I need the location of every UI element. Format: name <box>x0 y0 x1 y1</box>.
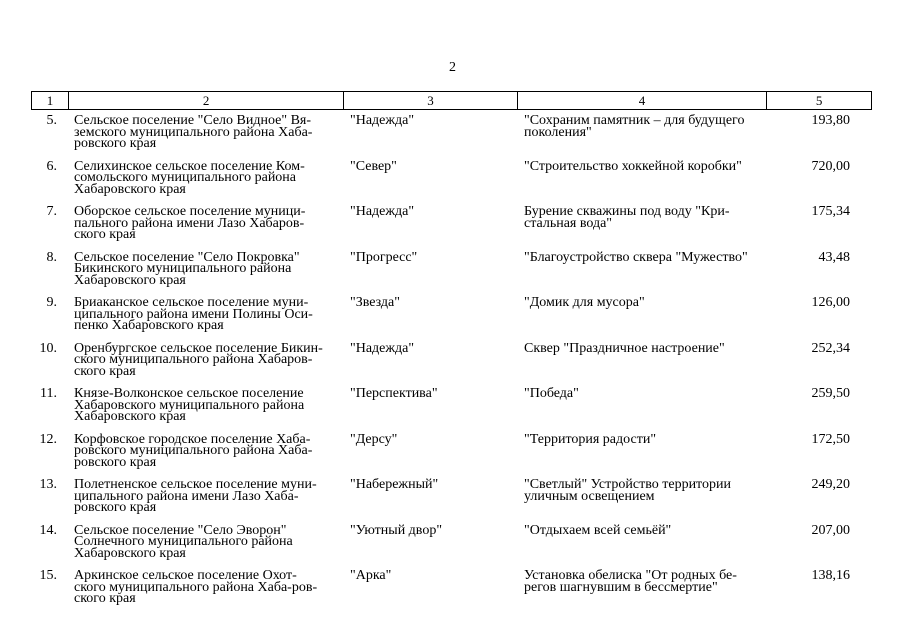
project-name <box>518 297 768 332</box>
project-line: "Строительство хоккейной коробки" <box>524 158 742 174</box>
settlement-name <box>68 158 344 197</box>
project-name <box>518 522 768 560</box>
header-col-5: 5 <box>815 93 823 108</box>
project-name <box>518 479 768 514</box>
project-line: стальная вода" <box>524 215 613 231</box>
settlement-line: Сельское поселение "Село Покровка" <box>74 249 300 265</box>
settlement-line: пенко Хабаровского края <box>74 318 224 333</box>
page-number: 2 <box>449 60 456 75</box>
team-name: "Прогресс" <box>350 249 418 265</box>
project-name <box>518 431 768 469</box>
settlement-line: ского муниципального района Хабаров- <box>74 352 313 367</box>
amount: 193,80 <box>811 113 850 128</box>
project-name <box>518 388 768 423</box>
row-number: 10. <box>39 340 57 356</box>
row-number: 15. <box>39 568 57 583</box>
settlement-line: пального района имени Лазо Хабаров- <box>74 215 305 231</box>
project-name <box>518 115 768 150</box>
project-name <box>518 158 768 196</box>
row-number: 11. <box>40 386 57 401</box>
settlement-line: ровского края <box>74 454 157 470</box>
row-number: 7. <box>46 204 57 219</box>
settlement-line: Хабаровского края <box>74 545 186 561</box>
settlement-line: Корфовское городское поселение Хаба- <box>74 431 311 447</box>
settlement-line: Хабаровского края <box>74 272 186 288</box>
project-name <box>518 249 768 287</box>
project-line: "Победа" <box>524 386 579 401</box>
table-row <box>31 297 872 332</box>
settlement-line: ского муниципального района Хаба-ров- <box>74 579 318 595</box>
settlement-name <box>68 206 344 241</box>
row-number: 13. <box>39 477 57 492</box>
project-line: "Светлый" Устройство территории <box>524 477 731 492</box>
project-line: Бурение скважины под воду "Кри- <box>524 204 730 219</box>
table-row <box>31 249 872 288</box>
settlement-name <box>68 479 344 514</box>
settlement-name <box>68 570 344 605</box>
settlement-line: Оренбургское сельское поселение Бикин- <box>74 340 323 356</box>
settlement-line: Князе-Волконское сельское поселение <box>74 386 304 401</box>
settlement-name <box>68 297 344 332</box>
row-number: 12. <box>39 431 57 447</box>
settlement-line: сомольского муниципального района <box>74 170 297 185</box>
row-number: 14. <box>39 522 57 538</box>
project-line: Установка обелиска "От родных бе- <box>524 568 737 583</box>
settlement-name <box>68 522 344 561</box>
project-line: поколения" <box>524 124 592 140</box>
table-header <box>31 91 872 110</box>
settlement-line: Бикинского муниципального района <box>74 261 292 276</box>
settlement-line: ципального района имени Полины Оси- <box>74 306 313 322</box>
table-row <box>31 340 872 379</box>
header-col-2: 2 <box>69 92 344 109</box>
amount: 207,00 <box>811 522 850 538</box>
settlement-line: Селихинское сельское поселение Ком- <box>74 158 305 174</box>
settlement-line: ципального района имени Лазо Хаба- <box>74 488 299 504</box>
settlement-line: Полетненское сельское поселение муни- <box>74 477 317 492</box>
settlement-name <box>68 340 344 379</box>
team-name: "Север" <box>350 158 397 174</box>
team-name: "Арка" <box>350 568 392 583</box>
settlement-line: Бриаканское сельское поселение муни- <box>74 295 309 310</box>
team-name: "Перспектива" <box>350 386 438 401</box>
row-number: 5. <box>46 113 57 128</box>
team-name: "Надежда" <box>350 340 415 356</box>
project-name <box>518 570 768 605</box>
project-line: Сквер "Праздничное настроение" <box>524 340 725 356</box>
table-row <box>31 522 872 561</box>
table-row <box>31 431 872 470</box>
settlement-name <box>68 431 344 470</box>
amount: 126,00 <box>811 295 850 310</box>
project-line: "Отдыхаем всей семьёй" <box>524 522 672 538</box>
amount: 43,48 <box>818 249 850 265</box>
table-row <box>31 479 872 514</box>
project-line: "Территория радости" <box>524 431 657 447</box>
amount: 249,20 <box>811 477 850 492</box>
project-line: уличным освещением <box>524 488 655 504</box>
team-name: "Звезда" <box>350 295 400 310</box>
settlement-name <box>68 115 344 150</box>
header-col-4: 4 <box>518 92 767 109</box>
project-line: "Благоустройство сквера "Мужество" <box>524 249 748 265</box>
team-name: "Набережный" <box>350 477 439 492</box>
settlement-line: Солнечного муниципального района <box>74 534 293 549</box>
project-line: "Домик для мусора" <box>524 295 645 310</box>
project-name <box>518 340 768 378</box>
settlement-line: Сельское поселение "Село Эворон" <box>74 522 287 538</box>
settlement-line: ровского края <box>74 500 157 515</box>
table-row <box>31 206 872 241</box>
header-col-3: 3 <box>344 92 518 109</box>
table-body <box>31 115 872 616</box>
settlement-line: ского края <box>74 591 136 606</box>
team-name: "Дерсу" <box>350 431 398 447</box>
settlement-line: ского края <box>74 363 136 379</box>
project-line: "Сохраним памятник – для будущего <box>524 113 745 128</box>
settlement-line: Хабаровского муниципального района <box>74 397 305 413</box>
settlement-line: земского муниципального района Хаба- <box>74 124 313 140</box>
settlement-line: Хабаровского края <box>74 181 186 197</box>
settlement-line: Хабаровского края <box>74 409 186 424</box>
table-row <box>31 570 872 605</box>
amount: 720,00 <box>811 158 850 174</box>
amount: 252,34 <box>811 340 850 356</box>
settlement-line: ровского муниципального района Хаба- <box>74 443 313 458</box>
row-number: 9. <box>46 295 57 310</box>
amount: 172,50 <box>811 431 850 447</box>
settlement-line: Аркинское сельское поселение Охот- <box>74 568 297 583</box>
team-name: "Надежда" <box>350 113 415 128</box>
amount: 259,50 <box>811 386 850 401</box>
project-name <box>518 206 768 241</box>
settlement-line: Оборское сельское поселение муници- <box>74 204 306 219</box>
settlement-line: ского края <box>74 227 136 242</box>
project-line: регов шагнувшим в бессмертие" <box>524 579 718 595</box>
settlement-line: ровского края <box>74 136 157 151</box>
settlement-name <box>68 388 344 423</box>
table-row <box>31 115 872 150</box>
team-name: "Надежда" <box>350 204 415 219</box>
amount: 138,16 <box>811 568 850 583</box>
settlement-line: Сельское поселение "Село Видное" Вя- <box>74 113 312 128</box>
table-row <box>31 158 872 197</box>
settlement-name <box>68 249 344 288</box>
row-number: 6. <box>46 158 57 174</box>
row-number: 8. <box>46 249 57 265</box>
amount: 175,34 <box>811 204 850 219</box>
team-name: "Уютный двор" <box>350 522 443 538</box>
table-row <box>31 388 872 423</box>
header-col-1: 1 <box>32 92 69 109</box>
